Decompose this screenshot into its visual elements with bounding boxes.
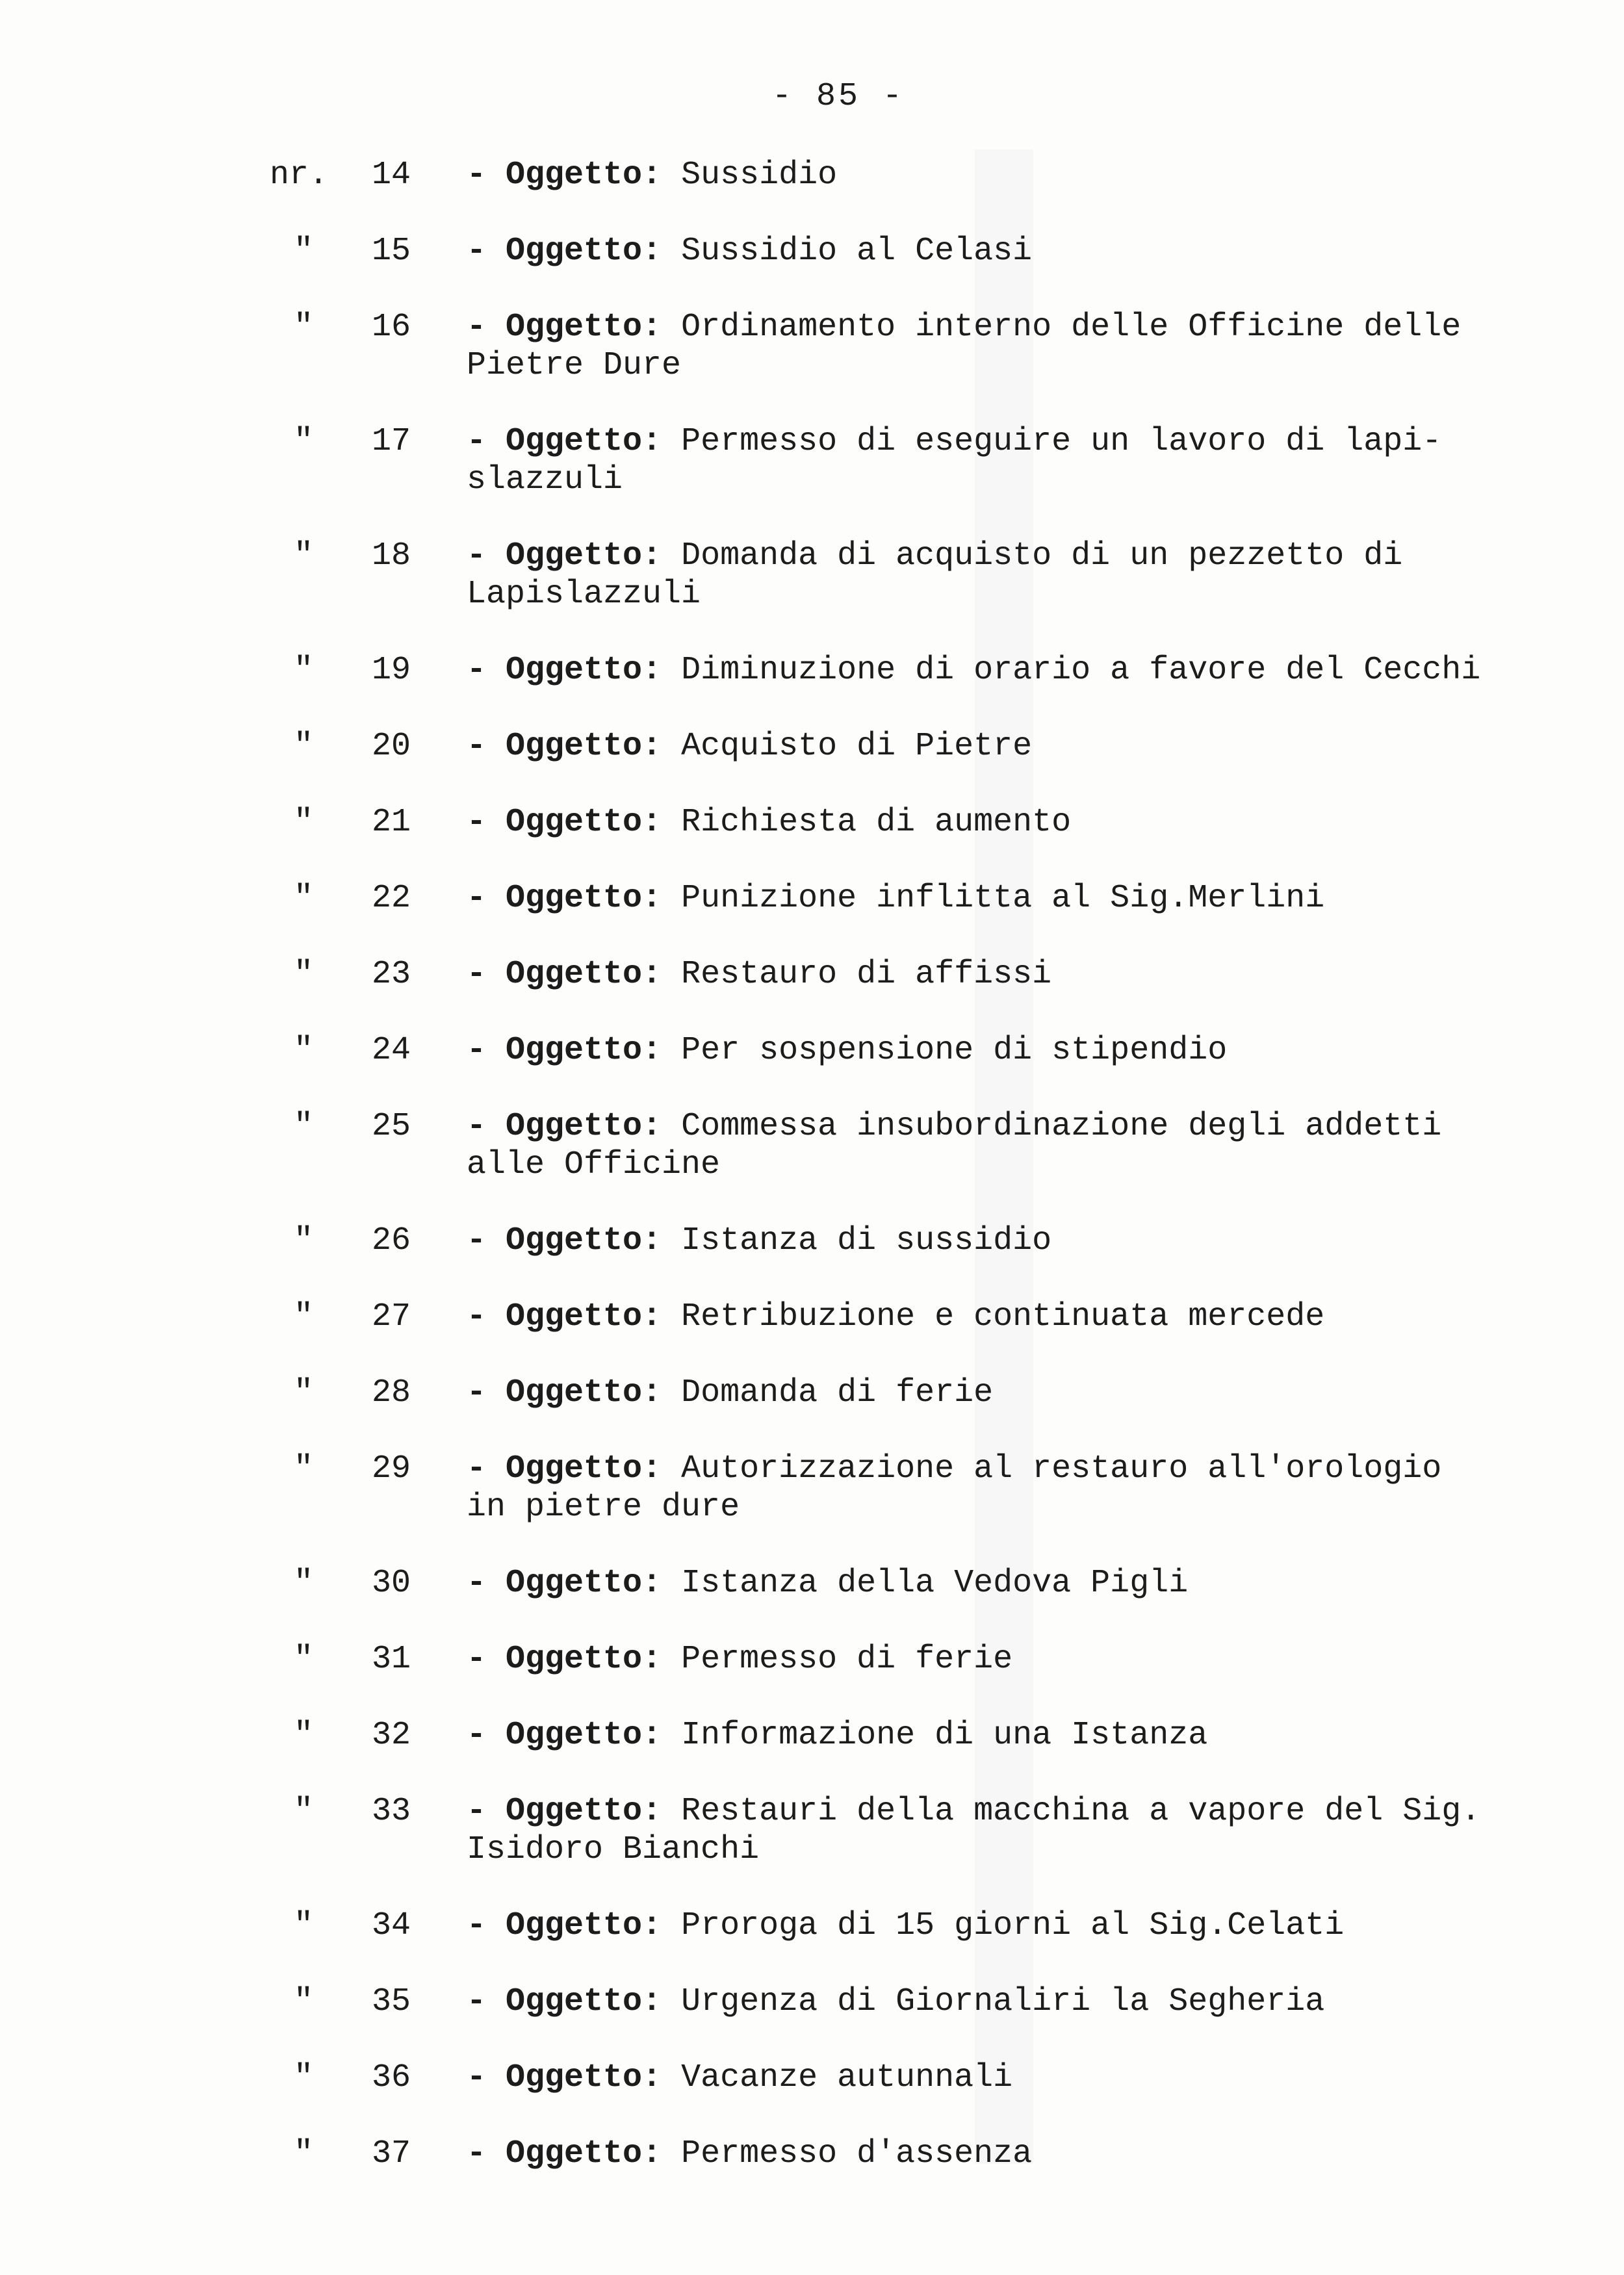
- entry-subject: Richiesta di aumento: [681, 804, 1072, 841]
- entry-label: - Oggetto:: [467, 1565, 662, 1602]
- entry-prefix: ": [294, 956, 314, 993]
- entry-prefix: ": [294, 1983, 314, 2020]
- entry-prefix: ": [294, 423, 314, 460]
- entry-prefix: ": [294, 309, 314, 346]
- entry-number: 16: [372, 309, 411, 346]
- entry-prefix: ": [294, 1374, 314, 1411]
- entry-label: - Oggetto:: [467, 1907, 662, 1944]
- entry-label: - Oggetto:: [467, 956, 662, 993]
- entry-prefix: ": [294, 233, 314, 270]
- entry-label: - Oggetto:: [467, 880, 662, 917]
- entry-label: - Oggetto:: [467, 1374, 662, 1411]
- entry-number: 29: [372, 1450, 411, 1487]
- entry-subject: Proroga di 15 giorni al Sig.Celati: [681, 1907, 1345, 1944]
- entry-number: 27: [372, 1298, 411, 1335]
- entry-subject: Domanda di acquisto di un pezzetto di Lapislazzuli: [467, 537, 1403, 613]
- entry-subject: Restauri della macchina a vapore del Sig. Isidoro Bianchi: [467, 1793, 1481, 1868]
- entry-subject: Istanza della Vedova Pigli: [681, 1565, 1189, 1602]
- entry-number: 33: [372, 1793, 411, 1830]
- entry-subject: Retribuzione e continuata mercede: [681, 1298, 1325, 1335]
- entry-label: - Oggetto:: [467, 423, 662, 460]
- entry-number: 34: [372, 1907, 411, 1944]
- entry-label: - Oggetto:: [467, 537, 662, 574]
- entry-subject: Acquisto di Pietre: [681, 728, 1033, 765]
- entry-label: - Oggetto:: [467, 804, 662, 841]
- entry-number: 26: [372, 1222, 411, 1259]
- entry-label: - Oggetto:: [467, 2059, 662, 2096]
- entry-prefix: nr.: [270, 157, 329, 194]
- entry-label: - Oggetto:: [467, 1108, 662, 1145]
- entry-number: 25: [372, 1108, 411, 1145]
- entry-number: 35: [372, 1983, 411, 2020]
- entry-prefix: ": [294, 804, 314, 841]
- entry-prefix: ": [294, 1717, 314, 1754]
- entry-prefix: ": [294, 1450, 314, 1487]
- entry-prefix: ": [294, 2135, 314, 2172]
- entry-number: 15: [372, 233, 411, 270]
- entry-label: - Oggetto:: [467, 233, 662, 270]
- entry-subject: Diminuzione di orario a favore del Cecchi: [681, 652, 1481, 689]
- entry-number: 19: [372, 652, 411, 689]
- entry-number: 32: [372, 1717, 411, 1754]
- entry-number: 18: [372, 537, 411, 574]
- entry-prefix: ": [294, 1032, 314, 1069]
- page-number: - 85 -: [771, 78, 905, 115]
- entry-label: - Oggetto:: [467, 1983, 662, 2020]
- entry-prefix: ": [294, 880, 314, 917]
- entry-label: - Oggetto:: [467, 1793, 662, 1830]
- entry-number: 23: [372, 956, 411, 993]
- entry-prefix: ": [294, 1298, 314, 1335]
- entry-subject: Informazione di una Istanza: [681, 1717, 1208, 1754]
- entry-label: - Oggetto:: [467, 1450, 662, 1487]
- entry-number: 24: [372, 1032, 411, 1069]
- entry-prefix: ": [294, 2059, 314, 2096]
- entry-label: - Oggetto:: [467, 2135, 662, 2172]
- entry-prefix: ": [294, 1565, 314, 1602]
- entry-label: - Oggetto:: [467, 1641, 662, 1678]
- entry-number: 21: [372, 804, 411, 841]
- entry-number: 30: [372, 1565, 411, 1602]
- entry-subject: Ordinamento interno delle Officine delle Pietre Dure: [467, 309, 1462, 384]
- entry-prefix: ": [294, 537, 314, 574]
- entry-number: 31: [372, 1641, 411, 1678]
- entry-subject: Autorizzazione al restauro all'orologio in pietre dure: [467, 1450, 1442, 1526]
- entry-prefix: ": [294, 1907, 314, 1944]
- entry-label: - Oggetto:: [467, 1717, 662, 1754]
- entry-number: 36: [372, 2059, 411, 2096]
- entry-number: 37: [372, 2135, 411, 2172]
- entry-subject: Permesso di eseguire un lavoro di lapi- slazzuli: [467, 423, 1442, 498]
- entry-subject: Urgenza di Giornaliri la Segheria: [681, 1983, 1325, 2020]
- entry-label: - Oggetto:: [467, 157, 662, 194]
- entry-subject: Permesso di ferie: [681, 1641, 1013, 1678]
- entry-number: 28: [372, 1374, 411, 1411]
- entry-subject: Sussidio: [681, 157, 838, 194]
- entry-label: - Oggetto:: [467, 1298, 662, 1335]
- entry-label: - Oggetto:: [467, 1222, 662, 1259]
- entry-prefix: ": [294, 1108, 314, 1145]
- entry-prefix: ": [294, 1641, 314, 1678]
- entry-label: - Oggetto:: [467, 728, 662, 765]
- entry-subject: Restauro di affissi: [681, 956, 1052, 993]
- entry-number: 22: [372, 880, 411, 917]
- entry-subject: Istanza di sussidio: [681, 1222, 1052, 1259]
- entry-subject: Vacanze autunnali: [681, 2059, 1013, 2096]
- entry-subject: Per sospensione di stipendio: [681, 1032, 1228, 1069]
- entry-subject: Domanda di ferie: [681, 1374, 994, 1411]
- entry-prefix: ": [294, 1793, 314, 1830]
- entry-label: - Oggetto:: [467, 1032, 662, 1069]
- entry-label: - Oggetto:: [467, 309, 662, 346]
- entry-subject: Commessa insubordinazione degli addetti alle Officine: [467, 1108, 1442, 1183]
- entry-subject: Punizione inflitta al Sig.Merlini: [681, 880, 1325, 917]
- entry-subject: Permesso d'assenza: [681, 2135, 1033, 2172]
- entry-number: 20: [372, 728, 411, 765]
- entry-prefix: ": [294, 728, 314, 765]
- entry-subject: Sussidio al Celasi: [681, 233, 1033, 270]
- entry-prefix: ": [294, 1222, 314, 1259]
- entry-number: 14: [372, 157, 411, 194]
- entry-prefix: ": [294, 652, 314, 689]
- entry-label: - Oggetto:: [467, 652, 662, 689]
- entry-number: 17: [372, 423, 411, 460]
